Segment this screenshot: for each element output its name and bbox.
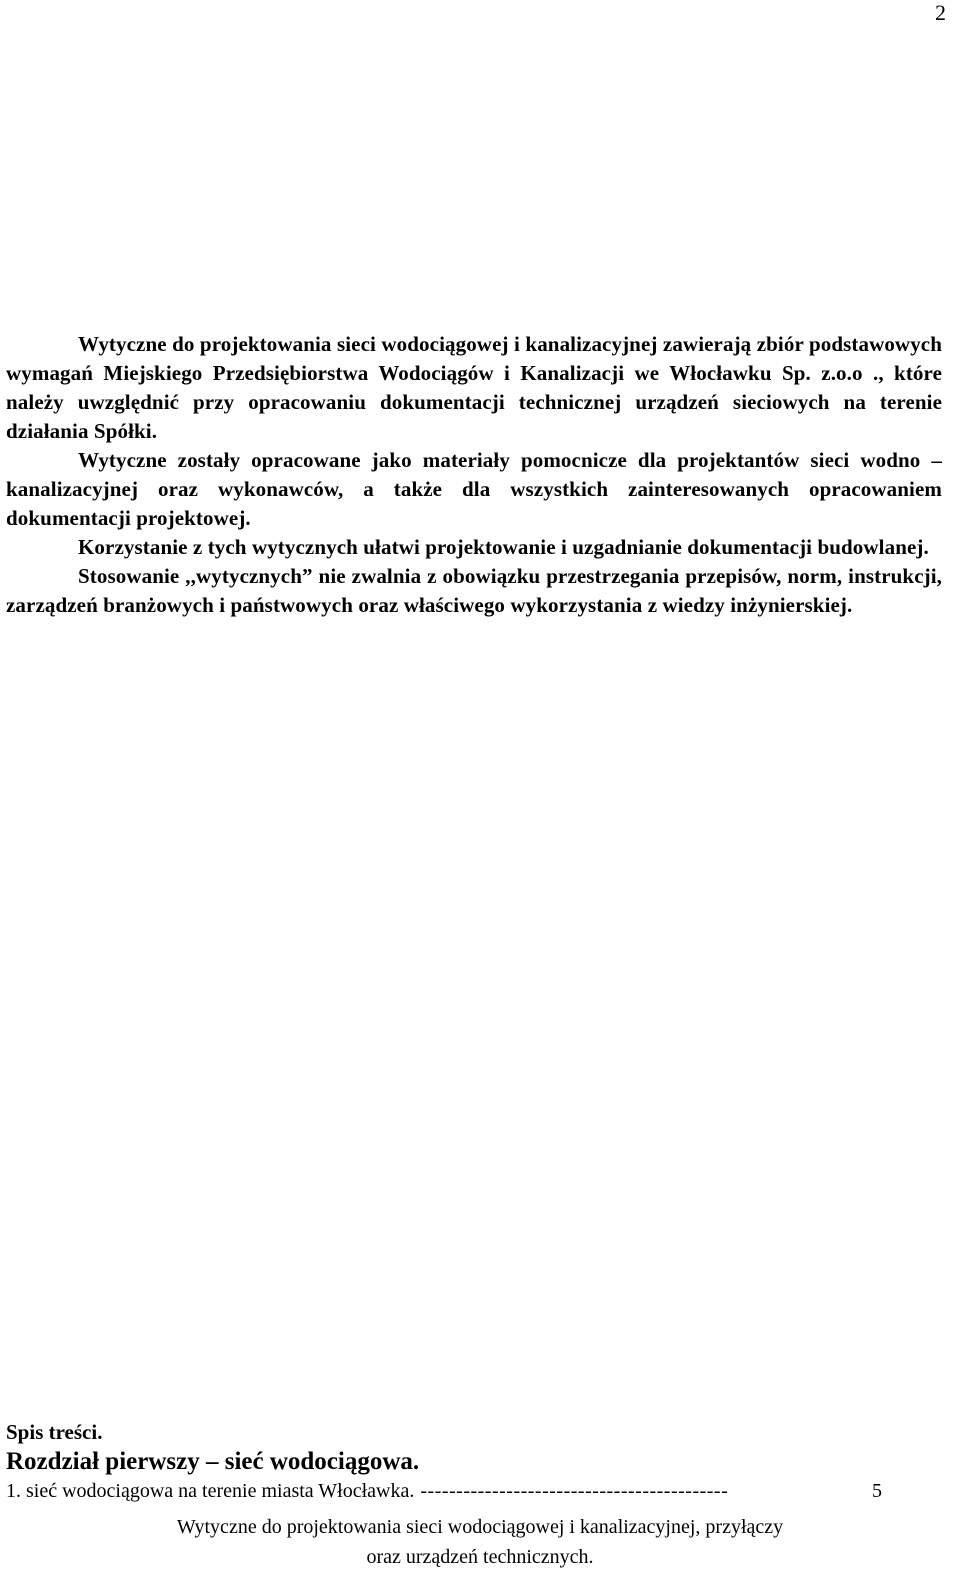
intro-paragraph-2: Wytyczne zostały opracowane jako materiały pomocnicze dla projektantów sieci wodno – kanalizacyjnej oraz wykonawców, a także dla wszystkich zainteresowanych opracowaniem dokumentacji projektowej.	[6, 448, 942, 530]
toc-entry-label: 1. sieć wodociągowa na terenie miasta Włocławka.	[6, 1480, 415, 1502]
intro-paragraph-1: Wytyczne do projektowania sieci wodociągowej i kanalizacyjnej zawierają zbiór podstawowych wymagań Miejskiego Przedsiębiorstwa Wodociągów i Kanalizacji we Włocławku Sp. z.o.o ., które należy uwzględnić przy opracowaniu dokumentacji technicznej urządzeń sieciowych na terenie działania Spółki.	[6, 332, 942, 443]
toc-chapter-title: Rozdział pierwszy – sieć wodociągowa.	[6, 1448, 420, 1475]
footer-line-2: oraz urządzeń technicznych.	[366, 1546, 594, 1568]
page-number: 2	[935, 0, 946, 25]
toc-entry-leader: -------------------------------------------	[420, 1480, 729, 1502]
intro-paragraph-4: Stosowanie ,,wytycznych” nie zwalnia z obowiązku przestrzegania przepisów, norm, instrukcji, zarządzeń branżowych i państwowych oraz właściwego wykorzystania z wiedzy inżynierskiej.	[6, 564, 942, 617]
page-footer	[0, 1512, 960, 1572]
table-of-contents	[6, 1418, 942, 1504]
intro-section	[6, 330, 942, 620]
toc-heading: Spis treści.	[6, 1420, 103, 1444]
toc-entry[interactable]	[6, 1478, 942, 1504]
toc-entry-page: 5	[872, 1480, 882, 1502]
footer-line-1: Wytyczne do projektowania sieci wodociągowej i kanalizacyjnej, przyłączy	[176, 1516, 784, 1538]
intro-paragraph-3: Korzystanie z tych wytycznych ułatwi projektowanie i uzgadnianie dokumentacji budowlanej.	[78, 535, 929, 559]
